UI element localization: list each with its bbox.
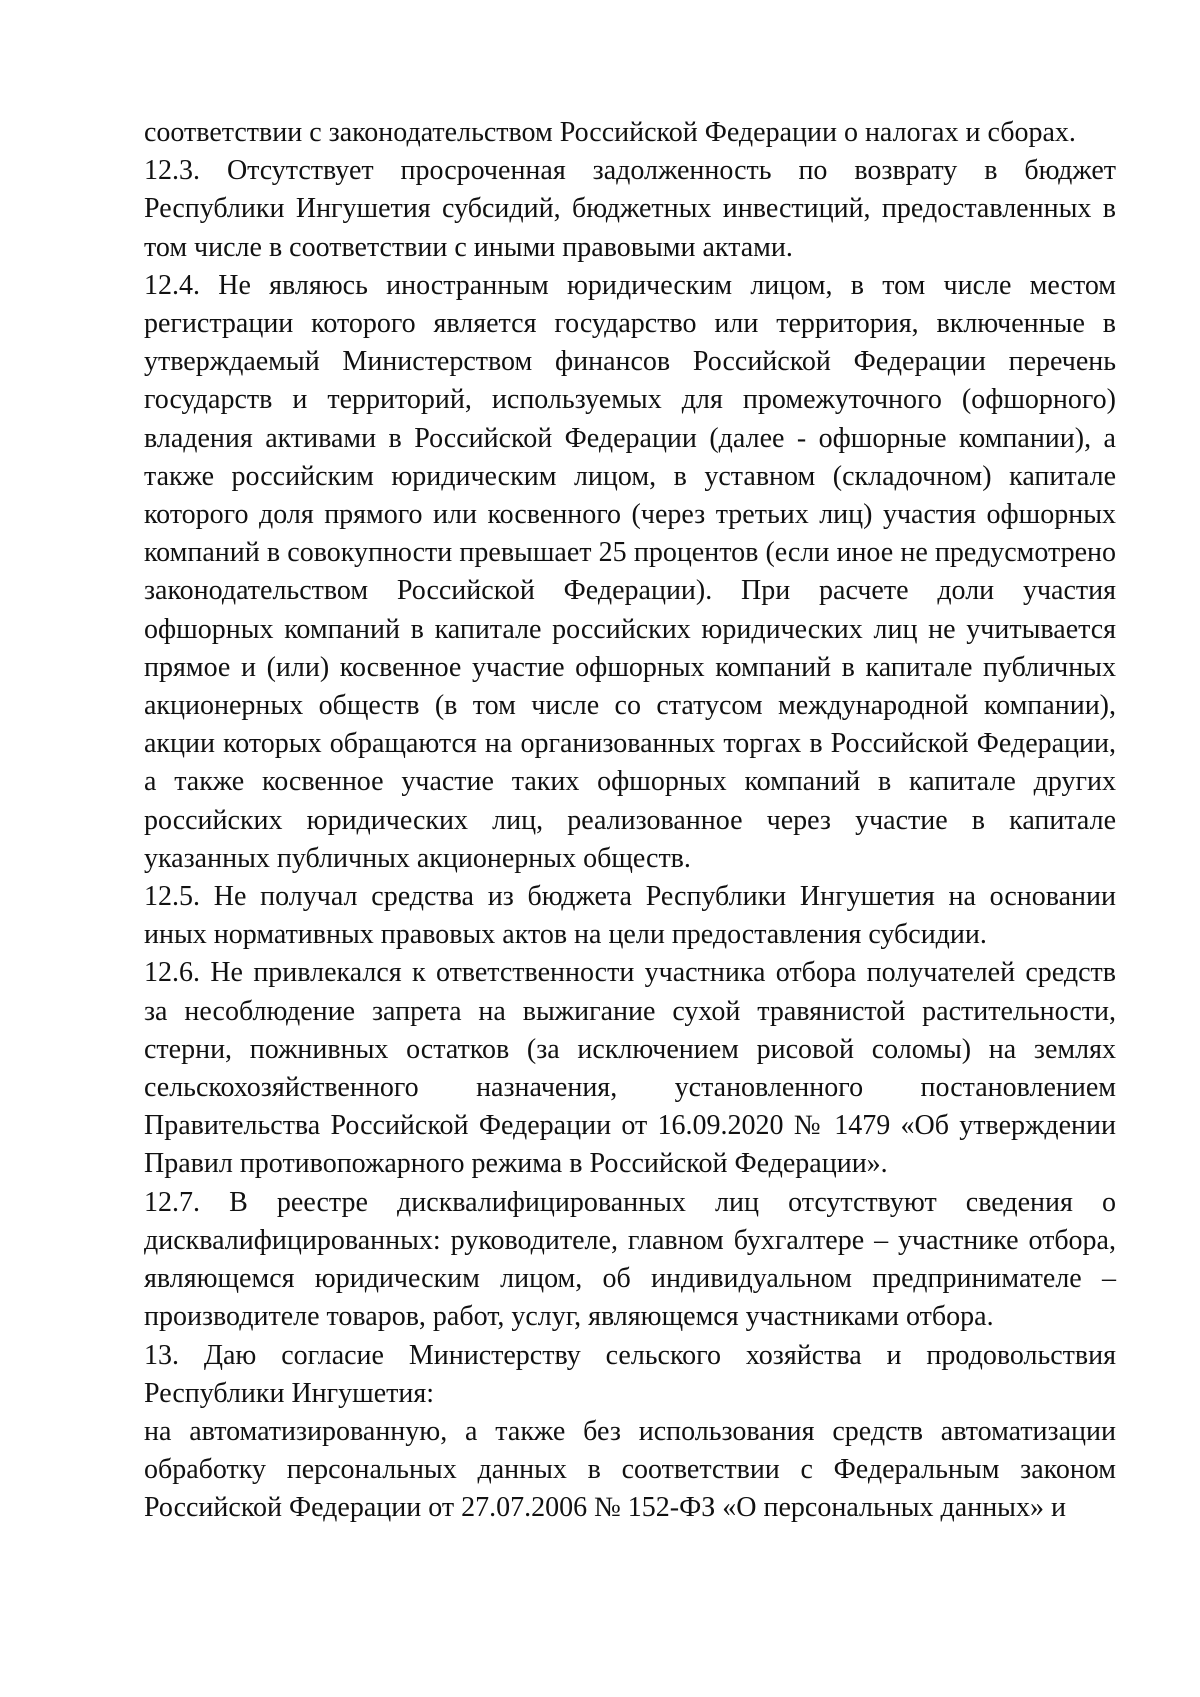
paragraph-12-4: 12.4. Не являюсь иностранным юридическим лицом, в том числе местом регистрации которого является государство или территория, включенные в утверждаемый Министерством финансов Российской Федерации перечень государств и территорий, используемых для промежуточного (офшорного) владения активами в Российской Федерации (далее - офшорные компании), а также российским юридическим лицом, в уставном (складочном) капитале которого доля прямого или косвенного (через третьих лиц) участия офшорных компаний в совокупности превышает 25 процентов (если иное не предусмотрено законодательством Российской Федерации). При расчете доли участия офшорных компаний в капитале российских юридических лиц не учитывается прямое и (или) косвенное участие офшорных компаний в капитале публичных акционерных обществ (в том числе со статусом международной компании), акции которых обращаются на организованных торгах в Российской Федерации, а также косвенное участие таких офшорных компаний в капитале других российских юридических лиц, реализованное через участие в капитале указанных публичных акционерных обществ. [144, 269, 1116, 874]
paragraph-consent-processing: на автоматизированную, а также без использования средств автоматизации обработку персональных данных в соответствии с Федеральным законом Российской Федерации от 27.07.2006 № 152-ФЗ «О персональных данных» и [144, 1415, 1116, 1524]
paragraph-12-7: 12.7. В реестре дисквалифицированных лиц отсутствуют сведения о дисквалифицированных: руководителе, главном бухгалтере – участнике отбора, являющемся юридическим лицом, об индивидуальном предпринимателе – производителе товаров, работ, услуг, являющемся участниками отбора. [144, 1186, 1116, 1333]
paragraph-12-3: 12.3. Отсутствует просроченная задолженность по возврату в бюджет Республики Ингушетия субсидий, бюджетных инвестиций, предоставленных в том числе в соответствии с иными правовыми актами. [144, 155, 1116, 263]
document-body [144, 114, 1116, 1528]
paragraph-12-5: 12.5. Не получал средства из бюджета Республики Ингушетия на основании иных нормативных правовых актов на цели предоставления субсидии. [144, 881, 1116, 951]
paragraph-tax-compliance: соответствии с законодательством Российской Федерации о налогах и сборах. [144, 117, 1076, 148]
paragraph-13: 13. Даю согласие Министерству сельского хозяйства и продовольствия Республики Ингушетия: [144, 1339, 1116, 1409]
paragraph-12-6: 12.6. Не привлекался к ответственности участника отбора получателей средств за несоблюдение запрета на выжигание сухой травянистой растительности, стерни, пожнивных остатков (за исключением рисовой соломы) на землях сельскохозяйственного назначения, установленного постановлением Правительства Российской Федерации от 16.09.2020 № 1479 «Об утверждении Правил противопожарного режима в Российской Федерации». [144, 957, 1116, 1180]
